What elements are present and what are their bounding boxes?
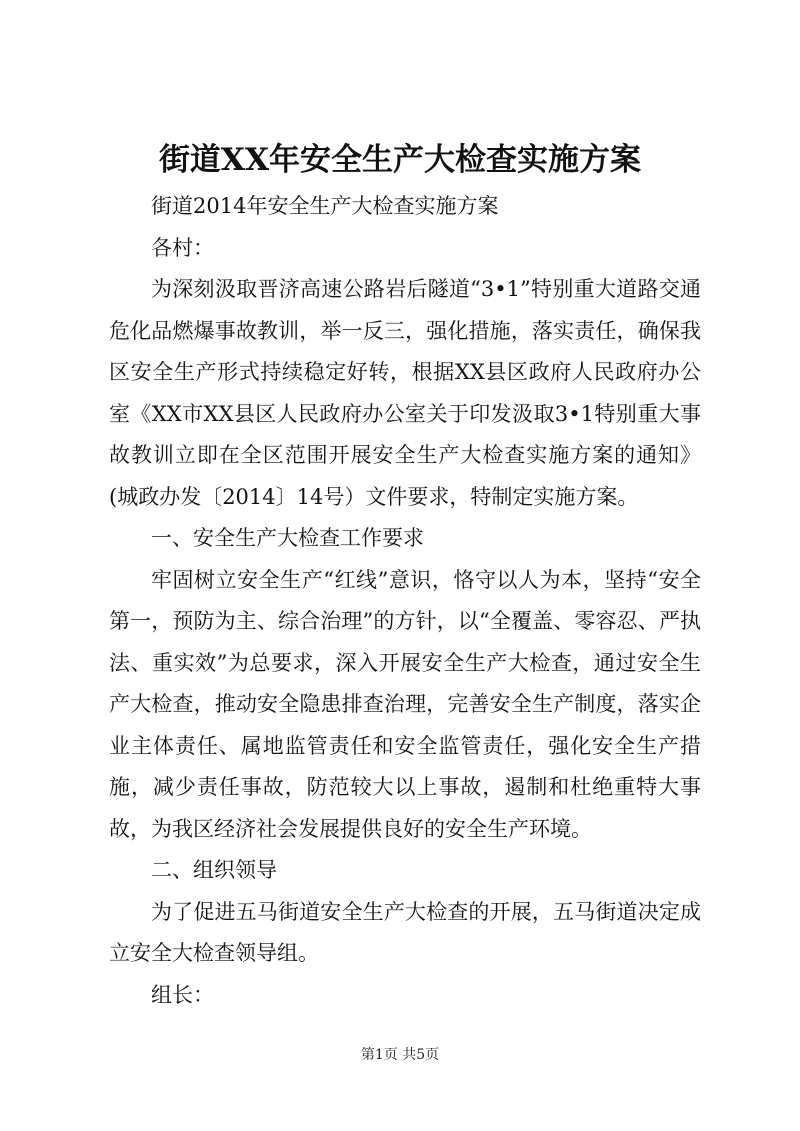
document-body <box>109 186 701 1016</box>
salutation-paragraph: 各村： <box>151 235 214 260</box>
section-heading-1: 一、安全生产大检查工作要求 <box>151 526 424 550</box>
subtitle-paragraph: 街道2014年安全生产大检查实施方案 <box>151 194 499 218</box>
section-heading-2: 二、组织领导 <box>151 858 277 882</box>
requirements-paragraph: 牢固树立安全生产“红线”意识，恪守以人为本，坚持“安全第一，预防为主、综合治理”的方针，以“全覆盖、零容忍、严执法、重实效”为总要求，深入开展安全生产大检查，通过安全生产大检查，推动安全隐患排查治理，完善安全生产制度，落实企业主体责任、属地监管责任和安全监管责任，强化安全生产措施，减少责任事故，防范较大以上事故，遏制和杜绝重特大事故，为我区经济社会发展提供良好的安全生产环境。 <box>109 567 701 841</box>
group-leader-line: 组长： <box>151 982 214 1007</box>
page-number-footer: 第1页 共5页 <box>360 1047 440 1063</box>
leadership-paragraph: 为了促进五马街道安全生产大检查的开展，五马街道决定成立安全大检查领导组。 <box>109 899 701 965</box>
intro-paragraph: 为深刻汲取晋济高速公路岩后隧道“3•1”特别重大道路交通危化品燃爆事故教训，举一反三，强化措施，落实责任，确保我区安全生产形式持续稳定好转，根据XX县区政府人民政府办公室《XX市XX县区人民政府办公室关于印发汲取3•1特别重大事故教训立即在全区范围开展安全生产大检查实施方案的通知》(城政办发〔2014〕14号）文件要求，特制定实施方案。 <box>109 277 701 509</box>
document-title: 街道XX年安全生产大检查实施方案 <box>158 142 642 178</box>
